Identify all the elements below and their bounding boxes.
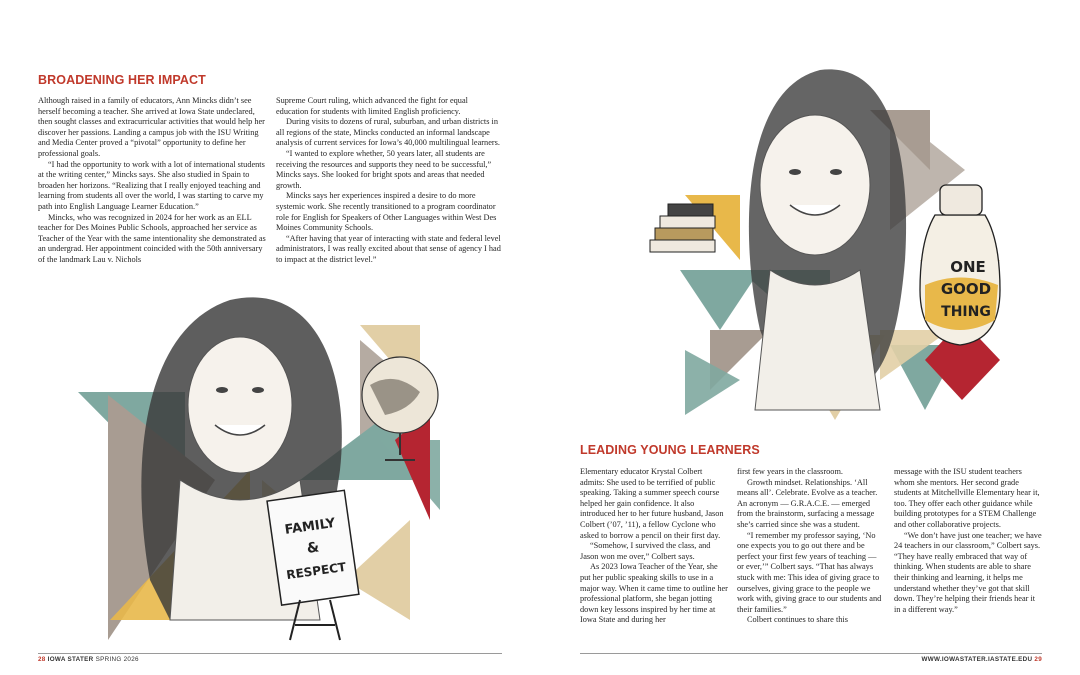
footer-rule-right xyxy=(580,653,1042,654)
book-stack-icon xyxy=(650,204,715,252)
sign-word-family: FAMILY xyxy=(283,515,337,538)
jar-word-good: GOOD xyxy=(940,280,992,298)
right-column-1 xyxy=(580,467,728,626)
sign-ampersand: & xyxy=(305,539,321,557)
family-respect-sign xyxy=(267,490,359,605)
paragraph: Colbert continues to share this xyxy=(747,615,848,625)
heading-leading-young-learners: LEADING YOUNG LEARNERS xyxy=(580,443,760,457)
sign-word-respect: RESPECT xyxy=(285,559,347,583)
website-url[interactable]: WWW.IOWASTATER.IASTATE.EDU xyxy=(921,656,1033,663)
left-column-2 xyxy=(276,96,502,266)
paragraph: “After having that year of interacting with state and federal level administrators, I was really excited about that sense of agency I had to impact at the district level.” xyxy=(276,233,501,264)
paragraph: Mincks, who was recognized in 2024 for her work as an ELL teacher for Des Moines Public Schools, approached her service as Teacher of the Year with the same intentionality she demonstrated as an undergrad. Her appointment coincided with the 50th anniversary of the landmark Lau v. Nichols xyxy=(38,212,266,264)
heading-broadening-her-impact: BROADENING HER IMPACT xyxy=(38,73,206,87)
right-column-3 xyxy=(894,467,1042,615)
paragraph: Mincks says her experiences inspired a desire to do more systemic work. She recently transitioned to a program coordinator role for English for Speakers of Other Languages within West Des Moines Community Schools. xyxy=(276,191,497,233)
paragraph: During visits to dozens of rural, suburban, and urban districts in all regions of the state, Mincks conducted an informal landscape analysis of current services for Iowa’s 40,000 multilingual learners. xyxy=(276,117,500,148)
one-good-thing-jar-icon xyxy=(920,185,1000,345)
face-shape xyxy=(188,337,292,473)
eye-left xyxy=(216,387,228,393)
eye-right xyxy=(252,387,264,393)
paragraph: “Somehow, I survived the class, and Jason won me over,” Colbert says. xyxy=(580,541,711,561)
footer-rule-left xyxy=(38,653,502,654)
paragraph: first few years in the classroom. xyxy=(737,467,843,476)
page-number-left: 28 xyxy=(38,656,46,663)
colbert-illustration xyxy=(650,69,1000,420)
right-column-2 xyxy=(737,467,885,626)
jar-word-one: ONE xyxy=(950,258,986,276)
paragraph: “We don’t have just one teacher; we have 24 teachers in our classroom,” Colbert says. “They have really embraced that way of thinking. When students are able to share their thinking and learning, it helps me understand whether they’ve got that skill down. They’re helping their friends hear it in a different way.” xyxy=(894,530,1042,614)
teal-triangle-r1 xyxy=(680,270,760,330)
issue-label: SPRING 2026 xyxy=(95,656,139,663)
paragraph: “I had the opportunity to work with a lot of international students at the writing center,” Mincks says. She also studied in Spain to broaden her horizons. “Realizing that I really enjoyed teaching and learning from students all over the world, I was starting to carve my path into English Language Learner Education.” xyxy=(38,159,265,211)
paragraph: Elementary educator Krystal Colbert admits: She used to be terrified of public speaking. Taking a summer speech course helped her gain confidence. It also introduced her to her future husband, Jason Colbert (’07, ’11), a fellow Cyclone who asked to borrow a pencil on their first day. xyxy=(580,467,724,540)
page-number-right: 29 xyxy=(1034,656,1042,663)
eye-right-right xyxy=(830,169,842,175)
folio-right xyxy=(921,656,1042,663)
jar-word-thing: THING xyxy=(941,304,991,320)
shoulders-shape-right xyxy=(755,270,880,410)
eye-left-right xyxy=(789,169,801,175)
paragraph: “I wanted to explore whether, 50 years later, all students are receiving the resources and supports they need to be successful,” Mincks says. She looked for bright spots and areas that needed growth. xyxy=(276,148,492,190)
paragraph: Although raised in a family of educators, Ann Mincks didn’t see herself becoming a teacher. She arrived at Iowa State undeclared, then sought classes and extracurricular activities that would help her discover her passions. Landing a campus job with the ISU Writing and Media Center proved a “pivotal” opportunity to define her professional goals. xyxy=(38,96,265,158)
paragraph: As 2023 Iowa Teacher of the Year, she put her public speaking skills to use in a major way. When it came time to outline her professional platform, she began jotting down key lessons inspired by her time at Iowa State and during her xyxy=(580,562,728,625)
mincks-illustration xyxy=(78,297,440,640)
magazine-name: IOWA STATER xyxy=(47,656,94,663)
paragraph: Growth mindset. Relationships. ‘All means all’. Celebrate. Evolve as a teacher. An acronym — G.R.A.C.E. — emerged from the brainstorm, surfacing a message she’s carried since she was a student. xyxy=(737,477,878,529)
paragraph: Supreme Court ruling, which advanced the fight for equal education for students with limited English proficiency. xyxy=(276,96,468,116)
paragraph: “I remember my professor saying, ‘No one expects you to go out there and be perfect your first few years of teaching — or ever,’” Colbert says. “That has always stuck with me: This idea of giving grace to ourselves, giving grace to the people we work with, giving grace to our students and their families.” xyxy=(737,530,882,614)
folio-left xyxy=(38,656,139,663)
left-column-1 xyxy=(38,96,266,266)
face-shape-right xyxy=(760,115,870,255)
paragraph: message with the ISU student teachers whom she mentors. Her second grade students at Mitchellville Elementary hear it, too. They offer each other guidance while building prototypes for a STEM Challenge and other collaborative projects. xyxy=(894,467,1040,529)
